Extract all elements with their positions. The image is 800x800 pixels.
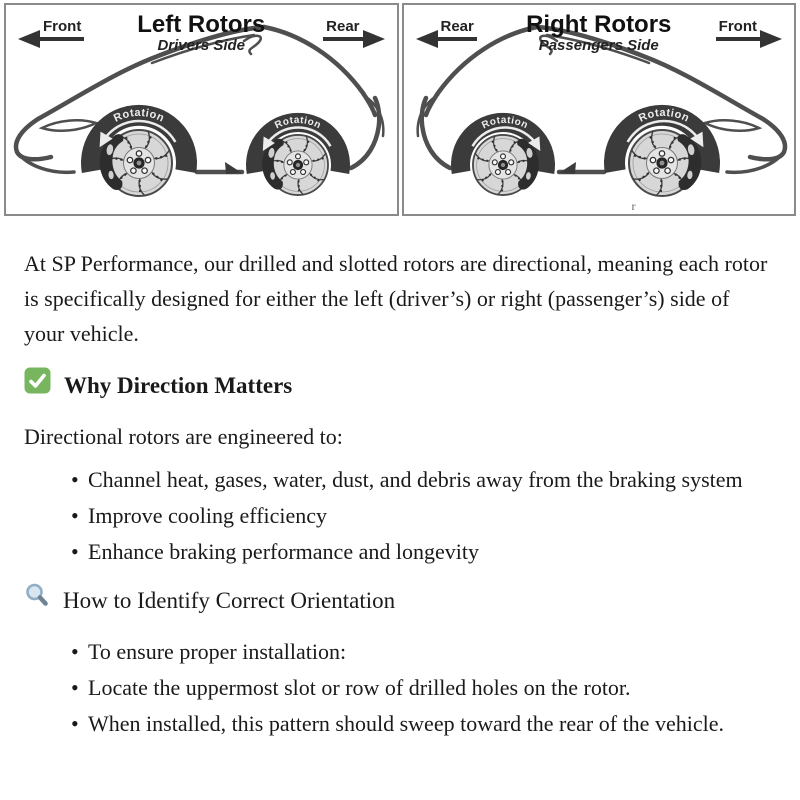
left-panel-title-block (81, 12, 321, 54)
section-heading-why-direction-matters (24, 367, 774, 404)
list-item: • Locate the uppermost slot or row of drilled holes on the rotor. (88, 670, 774, 705)
rotation-label: Rotation (636, 106, 691, 125)
direction-text: Front (43, 18, 82, 35)
left-panel-header (18, 11, 385, 54)
direction-text: Front (718, 18, 757, 35)
watermark-mark: r (631, 199, 636, 213)
arrow-left-icon (18, 30, 40, 48)
panel-subtitle: Drivers Side (157, 37, 246, 54)
list-item: • When installed, this pattern should sweep toward the rear of the vehicle. (88, 706, 774, 741)
right-panel-header (416, 11, 783, 54)
right-rotors-panel (402, 3, 797, 216)
panel-subtitle: Passengers Side (538, 37, 659, 54)
check-mark-icon (24, 367, 51, 404)
list-item: • Enhance braking performance and longevity (88, 534, 774, 569)
heading-text: How to Identify Correct Orientation (63, 588, 396, 613)
rotor-direction-diagram (4, 3, 796, 216)
right-panel-title-block (479, 12, 719, 54)
rotation-label: Rotation (479, 114, 530, 132)
rear-direction-label (438, 18, 477, 41)
left-rotors-panel (4, 3, 399, 216)
rotation-label: Rotation (111, 106, 167, 125)
list-item: • Channel heat, gases, water, dust, and debris away from the braking system (88, 462, 774, 497)
list-item: • To ensure proper installation: (88, 634, 774, 669)
arrow-right-icon (760, 30, 782, 48)
magnifying-glass-icon (24, 582, 50, 619)
rear-direction-label (323, 18, 362, 41)
intro-paragraph: At SP Performance, our drilled and slotted rotors are directional, meaning each rotor is specifically designed for either the left (driver’s) or right (passenger’s) side of your vehicle. (24, 251, 768, 346)
section-heading-identify-orientation (24, 582, 774, 619)
panel-title: Left Rotors (137, 11, 266, 38)
list-item: • Improve cooling efficiency (88, 498, 774, 533)
rotation-label: Rotation (273, 114, 323, 132)
arrow-left-icon (416, 30, 438, 48)
heading-text: Why Direction Matters (64, 373, 293, 398)
direction-benefits-list (24, 462, 774, 569)
front-direction-label (40, 18, 84, 41)
front-direction-label (716, 18, 760, 41)
lead-paragraph: Directional rotors are engineered to: (24, 424, 343, 449)
direction-text: Rear (326, 18, 360, 35)
arrow-right-icon (363, 30, 385, 48)
direction-text: Rear (440, 18, 474, 35)
article-body (0, 216, 800, 741)
panel-title: Right Rotors (526, 11, 672, 38)
orientation-steps-list (24, 634, 774, 741)
